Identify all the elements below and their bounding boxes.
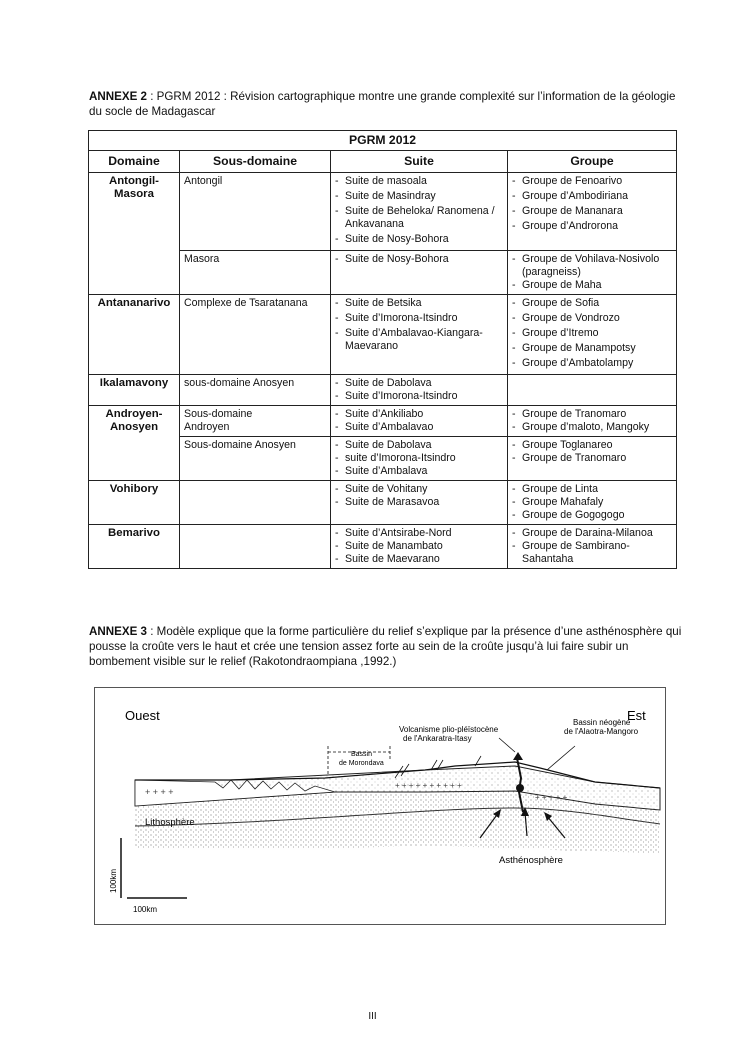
cell-groupe bbox=[508, 251, 677, 295]
suite-item: - Suite de Betsika bbox=[335, 297, 503, 310]
cell-suite bbox=[331, 525, 508, 569]
svg-text:+ + + + +: + + + + + bbox=[535, 793, 568, 802]
svg-text:+ + + + + + + + + +: + + + + + + + + + + bbox=[395, 781, 462, 790]
table-title: PGRM 2012 bbox=[89, 131, 677, 151]
groupe-item: - Groupe d’maloto, Mangoky bbox=[512, 421, 672, 434]
table-body bbox=[89, 173, 677, 569]
magma-chamber bbox=[516, 784, 524, 792]
cell-sous-domaine: sous-domaine Anosyen bbox=[180, 375, 331, 406]
east-basin-label-1: Bassin néogène bbox=[573, 718, 631, 727]
groupe-item: - Groupe de Sambirano-Sahantaha bbox=[512, 540, 672, 566]
groupe-item: - Groupe de Vondrozo bbox=[512, 312, 672, 325]
svg-text:+ + + +: + + + + bbox=[145, 787, 174, 797]
cell-suite bbox=[331, 481, 508, 525]
groupe-item: - Groupe de Fenoarivo bbox=[512, 175, 672, 188]
table-row bbox=[89, 406, 677, 437]
suite-item: - Suite d’Antsirabe-Nord bbox=[335, 527, 503, 540]
groupe-item: - Groupe de Manampotsy bbox=[512, 342, 672, 355]
groupe-item: - Groupe de Tranomaro bbox=[512, 452, 672, 465]
suite-item: - Suite d’Imorona-Itsindro bbox=[335, 390, 503, 403]
cell-domaine: Antananarivo bbox=[89, 295, 180, 375]
groupe-item: - Groupe de Daraina-Milanoa bbox=[512, 527, 672, 540]
cell-sous-domaine: Antongil bbox=[180, 173, 331, 251]
groupe-item: - Groupe Mahafaly bbox=[512, 496, 672, 509]
cell-groupe bbox=[508, 481, 677, 525]
groupe-item: - Groupe de Tranomaro bbox=[512, 408, 672, 421]
groupe-item: - Groupe d’Itremo bbox=[512, 327, 672, 340]
groupe-item: - Groupe d’Ambatolampy bbox=[512, 357, 672, 370]
groupe-item: - Groupe de Mananara bbox=[512, 205, 672, 218]
table-header-row bbox=[89, 151, 677, 173]
suite-item: - Suite de Nosy-Bohora bbox=[335, 253, 503, 266]
horizontal-scale-label: 100km bbox=[133, 905, 158, 914]
groupe-item: - Groupe de Maha bbox=[512, 279, 672, 292]
cell-sous-domaine: Sous-domaine Androyen bbox=[180, 406, 331, 437]
pgrm-table bbox=[88, 130, 677, 569]
vertical-scale-label: 100km bbox=[109, 868, 118, 893]
cell-sous-domaine bbox=[180, 481, 331, 525]
suite-item: - Suite de Dabolava bbox=[335, 439, 503, 452]
groupe-item: - Groupe d’Ambodiriana bbox=[512, 190, 672, 203]
west-label: Ouest bbox=[125, 708, 160, 723]
header-groupe: Groupe bbox=[508, 151, 677, 173]
table-row bbox=[89, 173, 677, 251]
table-title-row bbox=[89, 131, 677, 151]
page-number: III bbox=[368, 1011, 377, 1022]
cell-groupe bbox=[508, 437, 677, 481]
cell-sous-domaine: Complexe de Tsaratanana bbox=[180, 295, 331, 375]
east-label: Est bbox=[627, 708, 646, 723]
suite-item: - suite d’Imorona-Itsindro bbox=[335, 452, 503, 465]
volcanism-label-2: de l'Ankaratra-Itasy bbox=[403, 734, 472, 743]
cell-suite bbox=[331, 173, 508, 251]
groupe-item: - Groupe d’Androrona bbox=[512, 220, 672, 233]
suite-item: - Suite de Manambato bbox=[335, 540, 503, 553]
cell-sous-domaine: Masora bbox=[180, 251, 331, 295]
cell-domaine: Antongil- Masora bbox=[89, 173, 180, 295]
cell-groupe bbox=[508, 295, 677, 375]
suite-item: - Suite de Marasavoa bbox=[335, 496, 503, 509]
header-sous-domaine: Sous-domaine bbox=[180, 151, 331, 173]
suite-item: - Suite de Nosy-Bohora bbox=[335, 233, 503, 246]
west-basin-label-2: de Morondava bbox=[339, 760, 384, 767]
cell-domaine: Vohibory bbox=[89, 481, 180, 525]
groupe-item: - Groupe de Linta bbox=[512, 483, 672, 496]
suite-item: - Suite de Masindray bbox=[335, 190, 503, 203]
groupe-item: - Groupe Toglanareo bbox=[512, 439, 672, 452]
volcanism-label-1: Volcanisme plio-pléïstocène bbox=[399, 725, 499, 734]
cell-domaine: Androyen- Anosyen bbox=[89, 406, 180, 481]
table-row bbox=[89, 525, 677, 569]
cell-suite bbox=[331, 295, 508, 375]
header-suite: Suite bbox=[331, 151, 508, 173]
groupe-item: - Groupe de Vohilava-Nosivolo (paragneiss) bbox=[512, 253, 672, 279]
suite-item: - Suite d’Ankiliabo bbox=[335, 408, 503, 421]
cell-groupe bbox=[508, 525, 677, 569]
geological-cross-section bbox=[94, 687, 666, 925]
suite-item: - Suite de Vohitany bbox=[335, 483, 503, 496]
west-basin-label-1: Bassin bbox=[351, 751, 373, 758]
header-domaine: Domaine bbox=[89, 151, 180, 173]
east-basin-label-2: de l'Alaotra-Mangoro bbox=[564, 727, 639, 736]
table-row bbox=[89, 375, 677, 406]
table-row bbox=[89, 295, 677, 375]
suite-item: - Suite d’Ambalavao-Kiangara-Maevarano bbox=[335, 327, 503, 353]
cell-domaine: Bemarivo bbox=[89, 525, 180, 569]
cell-sous-domaine: Sous-domaine Anosyen bbox=[180, 437, 331, 481]
cell-groupe bbox=[508, 406, 677, 437]
cell-groupe bbox=[508, 173, 677, 251]
cell-groupe bbox=[508, 375, 677, 406]
cross-section-svg bbox=[95, 688, 665, 924]
annexe2-caption: ANNEXE 2 : PGRM 2012 : Révision cartographique montre une grande complexité sur l’information de la géologie du socle de Madagascar bbox=[89, 90, 676, 118]
lithosphere-label: Lithosphère bbox=[145, 817, 195, 828]
asthenosphere-label: Asthénosphère bbox=[499, 855, 563, 866]
groupe-item: - Groupe de Gogogogo bbox=[512, 509, 672, 522]
suite-item: - Suite d’Ambalavao bbox=[335, 421, 503, 434]
suite-item: - Suite de Beheloka/ Ranomena / Ankavanana bbox=[335, 205, 503, 231]
suite-item: - Suite de masoala bbox=[335, 175, 503, 188]
table-row bbox=[89, 481, 677, 525]
suite-item: - Suite d’Ambalava bbox=[335, 465, 503, 478]
suite-item: - Suite de Maevarano bbox=[335, 553, 503, 566]
annexe3-caption: ANNEXE 3 : Modèle explique que la forme particulière du relief s’explique par la présence d’une asthénosphère qui pousse la croûte vers le haut et crée une tension assez forte au sein de la croûte jusqu’à lui faire subir un bombement visible sur le relief (Rakotondraompiana ,1992.) bbox=[89, 625, 682, 668]
cell-sous-domaine bbox=[180, 525, 331, 569]
suite-item: - Suite de Dabolava bbox=[335, 377, 503, 390]
groupe-item: - Groupe de Sofia bbox=[512, 297, 672, 310]
cell-suite bbox=[331, 406, 508, 437]
cell-domaine: Ikalamavony bbox=[89, 375, 180, 406]
volcano-icon bbox=[513, 752, 523, 760]
cell-suite bbox=[331, 251, 508, 295]
suite-item: - Suite d’Imorona-Itsindro bbox=[335, 312, 503, 325]
cell-suite bbox=[331, 437, 508, 481]
cell-suite bbox=[331, 375, 508, 406]
